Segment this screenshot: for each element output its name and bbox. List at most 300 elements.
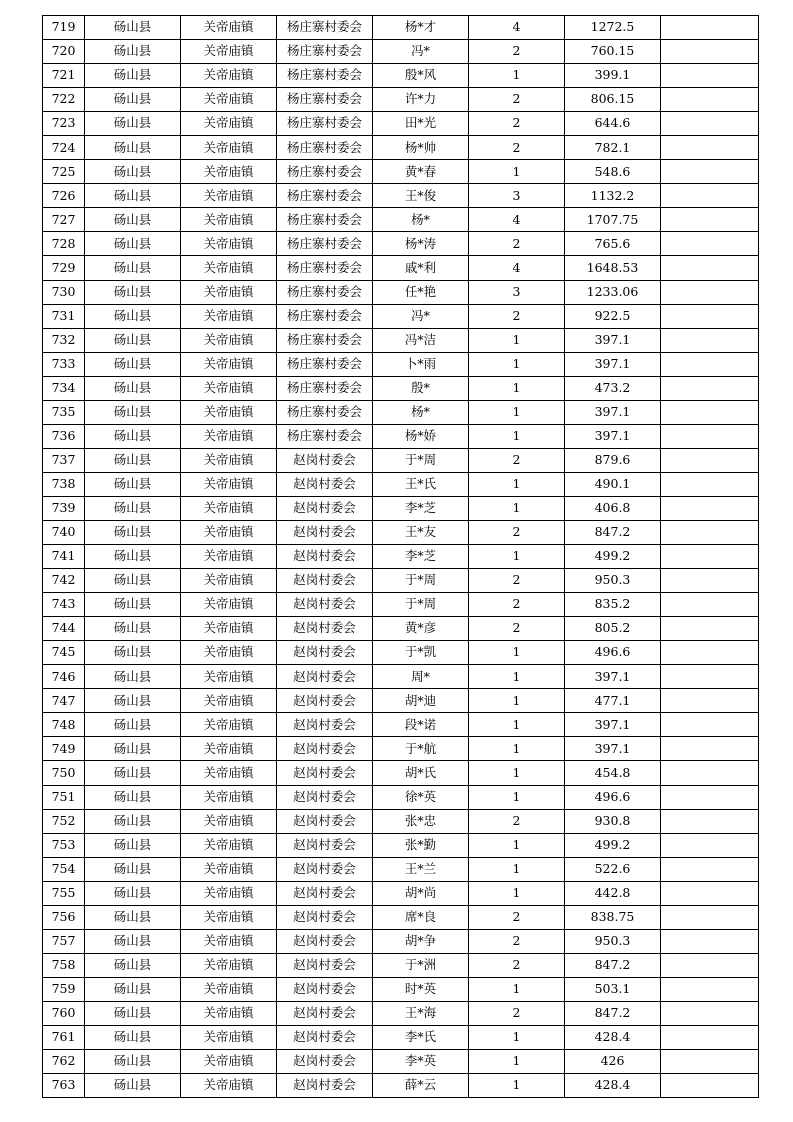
seq-cell: 729 <box>43 256 85 280</box>
household-count-cell: 2 <box>469 232 565 256</box>
amount-cell: 397.1 <box>565 424 661 448</box>
note-cell <box>661 905 759 929</box>
note-cell <box>661 112 759 136</box>
table-row <box>43 593 759 617</box>
village-cell: 杨庄寨村委会 <box>277 376 373 400</box>
village-cell: 杨庄寨村委会 <box>277 208 373 232</box>
county-cell: 砀山县 <box>85 40 181 64</box>
note-cell <box>661 280 759 304</box>
county-cell: 砀山县 <box>85 737 181 761</box>
table-row <box>43 520 759 544</box>
table-row <box>43 160 759 184</box>
seq-cell: 732 <box>43 328 85 352</box>
table-row <box>43 545 759 569</box>
seq-cell: 719 <box>43 16 85 40</box>
county-cell: 砀山县 <box>85 785 181 809</box>
note-cell <box>661 641 759 665</box>
seq-cell: 741 <box>43 545 85 569</box>
county-cell: 砀山县 <box>85 400 181 424</box>
name-cell: 卜*雨 <box>373 352 469 376</box>
table-row <box>43 352 759 376</box>
table-row <box>43 232 759 256</box>
note-cell <box>661 256 759 280</box>
table-row <box>43 304 759 328</box>
seq-cell: 727 <box>43 208 85 232</box>
county-cell: 砀山县 <box>85 1025 181 1049</box>
household-count-cell: 2 <box>469 40 565 64</box>
note-cell <box>661 400 759 424</box>
table-row <box>43 905 759 929</box>
seq-cell: 753 <box>43 833 85 857</box>
seq-cell: 743 <box>43 593 85 617</box>
note-cell <box>661 713 759 737</box>
seq-cell: 754 <box>43 857 85 881</box>
table-row <box>43 617 759 641</box>
town-cell: 关帝庙镇 <box>181 569 277 593</box>
amount-cell: 397.1 <box>565 665 661 689</box>
name-cell: 李*芝 <box>373 545 469 569</box>
household-count-cell: 4 <box>469 208 565 232</box>
name-cell: 王*俊 <box>373 184 469 208</box>
town-cell: 关帝庙镇 <box>181 352 277 376</box>
village-cell: 赵岗村委会 <box>277 809 373 833</box>
name-cell: 任*艳 <box>373 280 469 304</box>
village-cell: 杨庄寨村委会 <box>277 424 373 448</box>
village-cell: 杨庄寨村委会 <box>277 400 373 424</box>
seq-cell: 720 <box>43 40 85 64</box>
table-row <box>43 785 759 809</box>
county-cell: 砀山县 <box>85 1001 181 1025</box>
name-cell: 戚*利 <box>373 256 469 280</box>
amount-cell: 496.6 <box>565 785 661 809</box>
amount-cell: 847.2 <box>565 520 661 544</box>
seq-cell: 734 <box>43 376 85 400</box>
town-cell: 关帝庙镇 <box>181 1074 277 1098</box>
household-count-cell: 1 <box>469 641 565 665</box>
county-cell: 砀山县 <box>85 16 181 40</box>
seq-cell: 736 <box>43 424 85 448</box>
village-cell: 赵岗村委会 <box>277 761 373 785</box>
village-cell: 杨庄寨村委会 <box>277 328 373 352</box>
household-count-cell: 1 <box>469 977 565 1001</box>
seq-cell: 733 <box>43 352 85 376</box>
village-cell: 杨庄寨村委会 <box>277 280 373 304</box>
village-cell: 赵岗村委会 <box>277 520 373 544</box>
amount-cell: 805.2 <box>565 617 661 641</box>
table-row <box>43 641 759 665</box>
seq-cell: 762 <box>43 1050 85 1074</box>
county-cell: 砀山县 <box>85 208 181 232</box>
name-cell: 徐*英 <box>373 785 469 809</box>
county-cell: 砀山县 <box>85 905 181 929</box>
amount-cell: 760.15 <box>565 40 661 64</box>
household-count-cell: 1 <box>469 737 565 761</box>
name-cell: 杨* <box>373 400 469 424</box>
table-row <box>43 88 759 112</box>
note-cell <box>661 785 759 809</box>
village-cell: 赵岗村委会 <box>277 713 373 737</box>
county-cell: 砀山县 <box>85 352 181 376</box>
county-cell: 砀山县 <box>85 1074 181 1098</box>
name-cell: 于*凯 <box>373 641 469 665</box>
town-cell: 关帝庙镇 <box>181 593 277 617</box>
name-cell: 胡*尚 <box>373 881 469 905</box>
amount-cell: 428.4 <box>565 1025 661 1049</box>
town-cell: 关帝庙镇 <box>181 424 277 448</box>
seq-cell: 742 <box>43 569 85 593</box>
table-row <box>43 833 759 857</box>
note-cell <box>661 737 759 761</box>
county-cell: 砀山县 <box>85 64 181 88</box>
town-cell: 关帝庙镇 <box>181 1025 277 1049</box>
county-cell: 砀山县 <box>85 520 181 544</box>
name-cell: 黄*春 <box>373 160 469 184</box>
county-cell: 砀山县 <box>85 857 181 881</box>
amount-cell: 503.1 <box>565 977 661 1001</box>
amount-cell: 397.1 <box>565 713 661 737</box>
amount-cell: 806.15 <box>565 88 661 112</box>
seq-cell: 748 <box>43 713 85 737</box>
town-cell: 关帝庙镇 <box>181 713 277 737</box>
note-cell <box>661 520 759 544</box>
note-cell <box>661 593 759 617</box>
town-cell: 关帝庙镇 <box>181 665 277 689</box>
seq-cell: 737 <box>43 448 85 472</box>
village-cell: 赵岗村委会 <box>277 857 373 881</box>
town-cell: 关帝庙镇 <box>181 761 277 785</box>
county-cell: 砀山县 <box>85 112 181 136</box>
town-cell: 关帝庙镇 <box>181 545 277 569</box>
seq-cell: 721 <box>43 64 85 88</box>
note-cell <box>661 424 759 448</box>
amount-cell: 399.1 <box>565 64 661 88</box>
note-cell <box>661 1050 759 1074</box>
county-cell: 砀山县 <box>85 160 181 184</box>
name-cell: 李*英 <box>373 1050 469 1074</box>
amount-cell: 548.6 <box>565 160 661 184</box>
town-cell: 关帝庙镇 <box>181 400 277 424</box>
name-cell: 王*氏 <box>373 472 469 496</box>
county-cell: 砀山县 <box>85 88 181 112</box>
household-count-cell: 1 <box>469 833 565 857</box>
note-cell <box>661 977 759 1001</box>
amount-cell: 490.1 <box>565 472 661 496</box>
name-cell: 时*英 <box>373 977 469 1001</box>
town-cell: 关帝庙镇 <box>181 833 277 857</box>
note-cell <box>661 1025 759 1049</box>
name-cell: 李*芝 <box>373 496 469 520</box>
town-cell: 关帝庙镇 <box>181 376 277 400</box>
table-row <box>43 665 759 689</box>
household-count-cell: 1 <box>469 424 565 448</box>
amount-cell: 1132.2 <box>565 184 661 208</box>
name-cell: 于*周 <box>373 448 469 472</box>
town-cell: 关帝庙镇 <box>181 496 277 520</box>
name-cell: 于*周 <box>373 593 469 617</box>
seq-cell: 756 <box>43 905 85 929</box>
town-cell: 关帝庙镇 <box>181 88 277 112</box>
household-count-cell: 1 <box>469 496 565 520</box>
table-row <box>43 689 759 713</box>
amount-cell: 922.5 <box>565 304 661 328</box>
name-cell: 冯* <box>373 304 469 328</box>
county-cell: 砀山县 <box>85 929 181 953</box>
county-cell: 砀山县 <box>85 304 181 328</box>
village-cell: 赵岗村委会 <box>277 689 373 713</box>
table-row <box>43 448 759 472</box>
seq-cell: 730 <box>43 280 85 304</box>
table-row <box>43 496 759 520</box>
town-cell: 关帝庙镇 <box>181 617 277 641</box>
name-cell: 于*洲 <box>373 953 469 977</box>
table-row <box>43 136 759 160</box>
table-row <box>43 1025 759 1049</box>
name-cell: 王*兰 <box>373 857 469 881</box>
name-cell: 田*光 <box>373 112 469 136</box>
note-cell <box>661 496 759 520</box>
village-cell: 杨庄寨村委会 <box>277 160 373 184</box>
county-cell: 砀山县 <box>85 496 181 520</box>
village-cell: 杨庄寨村委会 <box>277 232 373 256</box>
name-cell: 冯* <box>373 40 469 64</box>
name-cell: 冯*洁 <box>373 328 469 352</box>
town-cell: 关帝庙镇 <box>181 160 277 184</box>
note-cell <box>661 1001 759 1025</box>
note-cell <box>661 761 759 785</box>
village-cell: 赵岗村委会 <box>277 881 373 905</box>
household-count-cell: 2 <box>469 929 565 953</box>
name-cell: 席*良 <box>373 905 469 929</box>
village-cell: 赵岗村委会 <box>277 472 373 496</box>
note-cell <box>661 88 759 112</box>
note-cell <box>661 184 759 208</box>
seq-cell: 724 <box>43 136 85 160</box>
note-cell <box>661 857 759 881</box>
note-cell <box>661 809 759 833</box>
household-count-cell: 1 <box>469 328 565 352</box>
town-cell: 关帝庙镇 <box>181 208 277 232</box>
county-cell: 砀山县 <box>85 184 181 208</box>
household-count-cell: 3 <box>469 280 565 304</box>
village-cell: 赵岗村委会 <box>277 785 373 809</box>
village-cell: 赵岗村委会 <box>277 1025 373 1049</box>
name-cell: 杨*帅 <box>373 136 469 160</box>
household-count-cell: 2 <box>469 569 565 593</box>
note-cell <box>661 304 759 328</box>
town-cell: 关帝庙镇 <box>181 40 277 64</box>
table-row <box>43 977 759 1001</box>
household-count-cell: 1 <box>469 545 565 569</box>
household-count-cell: 4 <box>469 256 565 280</box>
table-row <box>43 112 759 136</box>
household-count-cell: 3 <box>469 184 565 208</box>
table-row <box>43 761 759 785</box>
amount-cell: 426 <box>565 1050 661 1074</box>
name-cell: 段*诺 <box>373 713 469 737</box>
county-cell: 砀山县 <box>85 569 181 593</box>
name-cell: 杨*涛 <box>373 232 469 256</box>
amount-cell: 397.1 <box>565 737 661 761</box>
name-cell: 胡*争 <box>373 929 469 953</box>
town-cell: 关帝庙镇 <box>181 929 277 953</box>
seq-cell: 735 <box>43 400 85 424</box>
county-cell: 砀山县 <box>85 881 181 905</box>
household-count-cell: 1 <box>469 376 565 400</box>
document-page <box>42 15 759 1098</box>
county-cell: 砀山县 <box>85 977 181 1001</box>
household-count-cell: 2 <box>469 520 565 544</box>
amount-cell: 499.2 <box>565 545 661 569</box>
village-cell: 赵岗村委会 <box>277 833 373 857</box>
town-cell: 关帝庙镇 <box>181 328 277 352</box>
seq-cell: 745 <box>43 641 85 665</box>
household-count-cell: 1 <box>469 785 565 809</box>
household-count-cell: 2 <box>469 809 565 833</box>
household-count-cell: 2 <box>469 112 565 136</box>
seq-cell: 725 <box>43 160 85 184</box>
village-cell: 赵岗村委会 <box>277 953 373 977</box>
table-row <box>43 280 759 304</box>
name-cell: 许*力 <box>373 88 469 112</box>
note-cell <box>661 569 759 593</box>
town-cell: 关帝庙镇 <box>181 16 277 40</box>
county-cell: 砀山县 <box>85 232 181 256</box>
county-cell: 砀山县 <box>85 641 181 665</box>
note-cell <box>661 376 759 400</box>
household-count-cell: 1 <box>469 64 565 88</box>
note-cell <box>661 665 759 689</box>
table-row <box>43 713 759 737</box>
amount-cell: 1707.75 <box>565 208 661 232</box>
table-row <box>43 328 759 352</box>
town-cell: 关帝庙镇 <box>181 641 277 665</box>
village-cell: 杨庄寨村委会 <box>277 352 373 376</box>
amount-cell: 397.1 <box>565 400 661 424</box>
county-cell: 砀山县 <box>85 665 181 689</box>
table-row <box>43 184 759 208</box>
village-cell: 杨庄寨村委会 <box>277 304 373 328</box>
seq-cell: 759 <box>43 977 85 1001</box>
name-cell: 张*勤 <box>373 833 469 857</box>
seq-cell: 751 <box>43 785 85 809</box>
note-cell <box>661 208 759 232</box>
household-count-cell: 2 <box>469 905 565 929</box>
name-cell: 王*海 <box>373 1001 469 1025</box>
household-count-cell: 1 <box>469 761 565 785</box>
note-cell <box>661 64 759 88</box>
village-cell: 杨庄寨村委会 <box>277 64 373 88</box>
household-count-cell: 1 <box>469 352 565 376</box>
village-cell: 赵岗村委会 <box>277 1050 373 1074</box>
note-cell <box>661 16 759 40</box>
amount-cell: 930.8 <box>565 809 661 833</box>
seq-cell: 761 <box>43 1025 85 1049</box>
village-cell: 杨庄寨村委会 <box>277 184 373 208</box>
household-count-cell: 1 <box>469 160 565 184</box>
village-cell: 杨庄寨村委会 <box>277 256 373 280</box>
table-row <box>43 737 759 761</box>
name-cell: 张*忠 <box>373 809 469 833</box>
name-cell: 杨* <box>373 208 469 232</box>
amount-cell: 496.6 <box>565 641 661 665</box>
county-cell: 砀山县 <box>85 617 181 641</box>
town-cell: 关帝庙镇 <box>181 881 277 905</box>
note-cell <box>661 160 759 184</box>
amount-cell: 950.3 <box>565 569 661 593</box>
note-cell <box>661 136 759 160</box>
county-cell: 砀山县 <box>85 280 181 304</box>
county-cell: 砀山县 <box>85 328 181 352</box>
note-cell <box>661 328 759 352</box>
note-cell <box>661 472 759 496</box>
town-cell: 关帝庙镇 <box>181 520 277 544</box>
table-row <box>43 40 759 64</box>
note-cell <box>661 617 759 641</box>
amount-cell: 499.2 <box>565 833 661 857</box>
seq-cell: 749 <box>43 737 85 761</box>
household-count-cell: 1 <box>469 1050 565 1074</box>
household-count-cell: 1 <box>469 881 565 905</box>
name-cell: 王*友 <box>373 520 469 544</box>
county-cell: 砀山县 <box>85 713 181 737</box>
town-cell: 关帝庙镇 <box>181 472 277 496</box>
village-cell: 赵岗村委会 <box>277 569 373 593</box>
seq-cell: 722 <box>43 88 85 112</box>
name-cell: 于*航 <box>373 737 469 761</box>
seq-cell: 739 <box>43 496 85 520</box>
table-row <box>43 256 759 280</box>
amount-cell: 950.3 <box>565 929 661 953</box>
household-count-cell: 2 <box>469 617 565 641</box>
county-cell: 砀山县 <box>85 593 181 617</box>
seq-cell: 728 <box>43 232 85 256</box>
village-cell: 赵岗村委会 <box>277 545 373 569</box>
town-cell: 关帝庙镇 <box>181 1001 277 1025</box>
village-cell: 赵岗村委会 <box>277 665 373 689</box>
town-cell: 关帝庙镇 <box>181 232 277 256</box>
county-cell: 砀山县 <box>85 136 181 160</box>
amount-cell: 847.2 <box>565 953 661 977</box>
note-cell <box>661 881 759 905</box>
household-count-cell: 2 <box>469 953 565 977</box>
household-count-cell: 1 <box>469 1025 565 1049</box>
amount-cell: 473.2 <box>565 376 661 400</box>
amount-cell: 644.6 <box>565 112 661 136</box>
amount-cell: 397.1 <box>565 328 661 352</box>
village-cell: 赵岗村委会 <box>277 737 373 761</box>
county-cell: 砀山县 <box>85 472 181 496</box>
amount-cell: 879.6 <box>565 448 661 472</box>
village-cell: 杨庄寨村委会 <box>277 112 373 136</box>
household-count-cell: 4 <box>469 16 565 40</box>
seq-cell: 747 <box>43 689 85 713</box>
table-row <box>43 424 759 448</box>
note-cell <box>661 689 759 713</box>
county-cell: 砀山县 <box>85 424 181 448</box>
name-cell: 周* <box>373 665 469 689</box>
household-count-cell: 1 <box>469 857 565 881</box>
seq-cell: 760 <box>43 1001 85 1025</box>
table-row <box>43 400 759 424</box>
name-cell: 于*周 <box>373 569 469 593</box>
table-row <box>43 881 759 905</box>
county-cell: 砀山县 <box>85 448 181 472</box>
town-cell: 关帝庙镇 <box>181 304 277 328</box>
amount-cell: 522.6 <box>565 857 661 881</box>
village-cell: 杨庄寨村委会 <box>277 136 373 160</box>
seq-cell: 757 <box>43 929 85 953</box>
amount-cell: 782.1 <box>565 136 661 160</box>
